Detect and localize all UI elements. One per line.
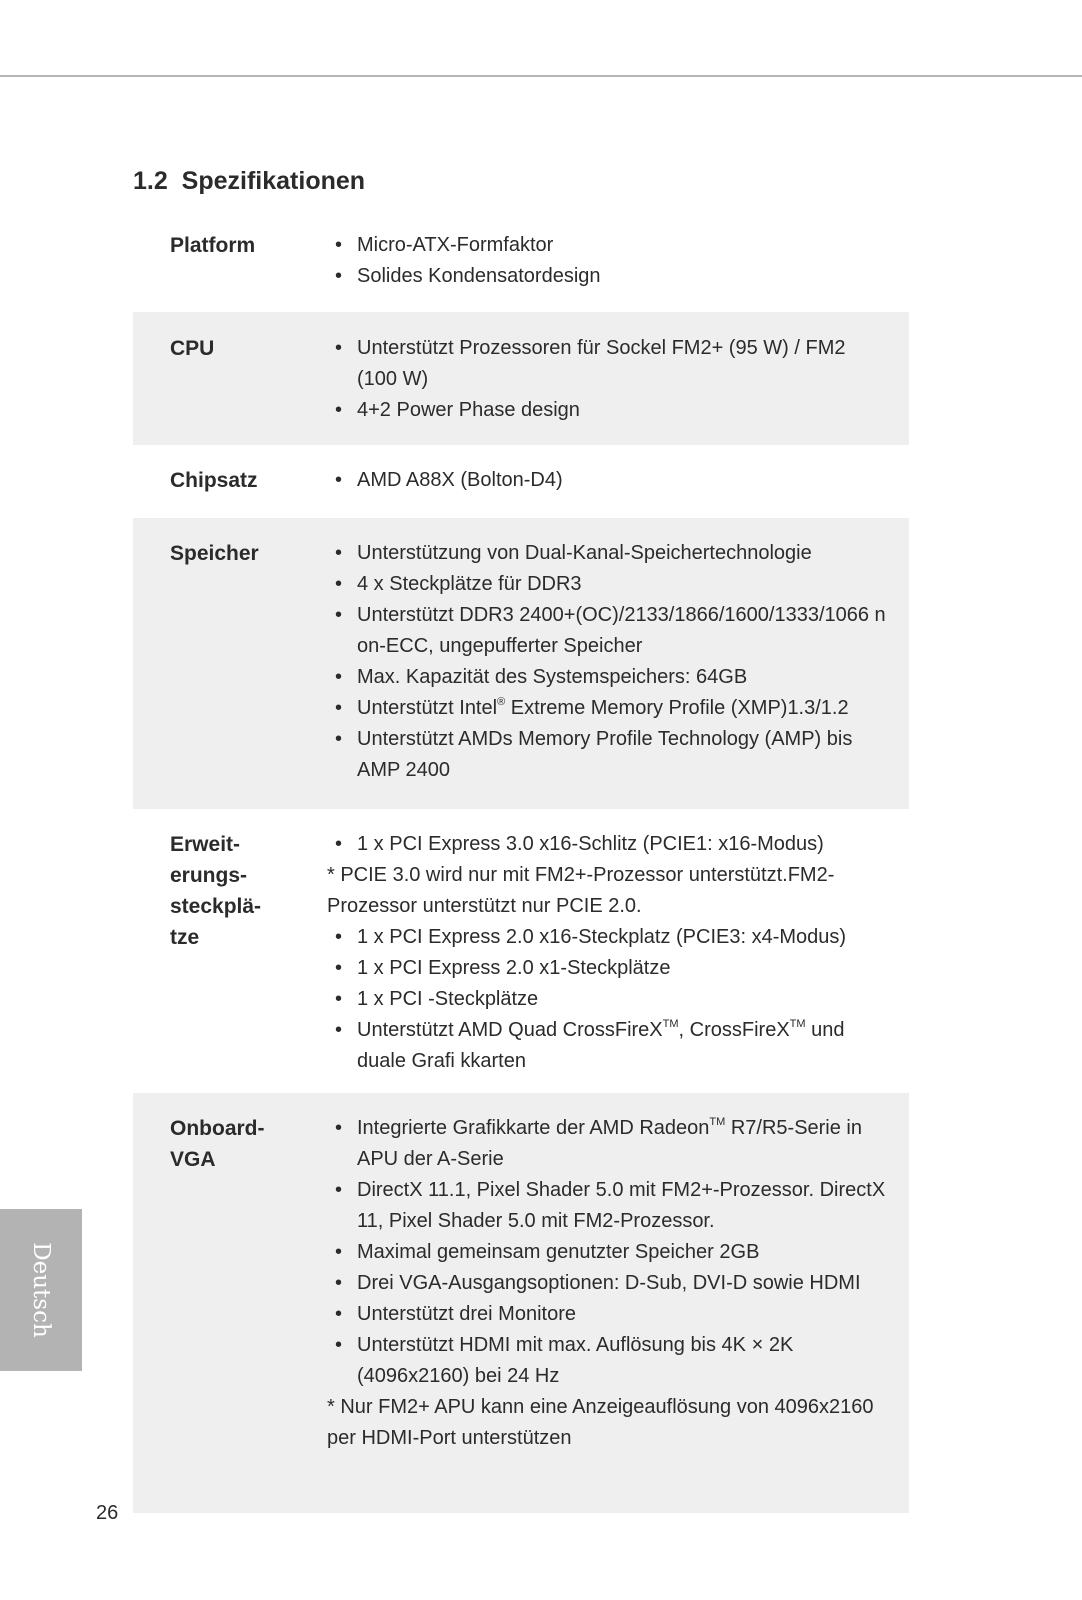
spec-item: • DirectX 11.1, Pixel Shader 5.0 mit FM2+-Prozessor. DirectX 11, Pixel Shader 5.0 mit FM2-Prozessor. — [327, 1175, 887, 1237]
spec-item: • Unterstützt HDMI mit max. Auflösung bis 4K × 2K (4096x2160) bei 24 Hz — [327, 1330, 887, 1392]
spec-table — [133, 228, 909, 1513]
spec-row-chipset — [133, 445, 909, 518]
section-title — [133, 167, 365, 196]
spec-note: * Nur FM2+ APU kann eine Anzeigeauflösung von 4096x2160 per HDMI-Port unterstützen — [327, 1396, 874, 1449]
spec-row-cpu — [133, 312, 909, 445]
spec-row-expansion — [133, 809, 909, 1093]
spec-label-cpu: CPU — [170, 337, 215, 360]
spec-item: • 1 x PCI Express 2.0 x1-Steckplätze — [327, 953, 887, 984]
spec-item: • 4 x Steckplätze für DDR3 — [327, 569, 887, 600]
spec-item: • Unterstützung von Dual-Kanal-Speichertechnologie — [327, 538, 887, 569]
spec-note: * PCIE 3.0 wird nur mit FM2+-Prozessor unterstützt.FM2-Prozessor unterstützt nur PCIE 2.0. — [327, 864, 835, 917]
section-number: 1.2 — [133, 167, 168, 195]
spec-label-chipset: Chipsatz — [170, 469, 258, 492]
header-rule — [0, 75, 1082, 77]
radeon-text: Integrierte Grafikkarte der AMD Radeon — [357, 1117, 710, 1139]
spec-row-platform — [133, 228, 909, 312]
crossfire-text-rest: und duale Grafi kkarten — [357, 1019, 845, 1072]
spec-row-vga — [133, 1093, 909, 1513]
spec-content-expansion — [290, 829, 909, 1093]
spec-content-memory — [290, 538, 909, 809]
xmp-text: Unterstützt Intel — [357, 697, 498, 719]
spec-item: • Maximal gemeinsam genutzter Speicher 2GB — [327, 1237, 887, 1268]
spec-item: • Unterstützt AMDs Memory Profile Technology (AMP) bis AMP 2400 — [327, 724, 887, 786]
spec-content-cpu — [290, 333, 909, 445]
crossfire-text-mid: , CrossFireX — [678, 1019, 790, 1041]
spec-content-platform — [290, 230, 909, 292]
spec-item: • Max. Kapazität des Systemspeichers: 64GB — [327, 662, 887, 693]
spec-label-vga: Onboard- VGA — [170, 1117, 265, 1171]
trademark-mark: TM — [789, 1018, 806, 1030]
xmp-text-rest: Extreme Memory Profile (XMP)1.3/1.2 — [505, 697, 849, 719]
language-tab-label: Deutsch — [28, 1242, 54, 1338]
trademark-mark: TM — [662, 1018, 679, 1030]
trademark-mark: TM — [709, 1116, 726, 1128]
spec-content-chipset — [290, 465, 909, 518]
spec-item: • Unterstützt DDR3 2400+(OC)/2133/1866/1600/1333/1066 non-ECC, ungepufferter Speicher — [327, 600, 887, 662]
spec-item — [327, 1015, 887, 1077]
spec-content-vga — [290, 1113, 909, 1513]
spec-item — [327, 1113, 887, 1175]
spec-item: • Unterstützt Prozessoren für Sockel FM2+ (95 W) / FM2 (100 W) — [327, 333, 887, 395]
spec-item: • 4+2 Power Phase design — [327, 395, 887, 426]
radeon-text-rest: R7/R5-Serie in APU der A-Serie — [357, 1117, 862, 1170]
spec-label-memory: Speicher — [170, 542, 259, 565]
spec-item: • Micro-ATX-Formfaktor — [327, 230, 909, 261]
spec-item — [327, 693, 887, 724]
section-title-text: Spezifikationen — [181, 167, 366, 195]
language-tab — [0, 1209, 82, 1371]
spec-item: • Drei VGA-Ausgangsoptionen: D-Sub, DVI-D sowie HDMI — [327, 1268, 887, 1299]
page-number: 26 — [96, 1502, 119, 1524]
spec-item: • Solides Kondensatordesign — [327, 261, 909, 292]
spec-label-platform: Platform — [170, 234, 256, 257]
spec-item: • 1 x PCI Express 2.0 x16-Steckplatz (PCIE3: x4-Modus) — [327, 922, 887, 953]
spec-item: • AMD A88X (Bolton-D4) — [327, 465, 909, 496]
spec-item: • 1 x PCI -Steckplätze — [327, 984, 887, 1015]
spec-label-expansion: Erweit- erungs- steckplä- tze — [170, 833, 262, 949]
crossfire-text: Unterstützt AMD Quad CrossFireX — [357, 1019, 663, 1041]
registered-mark: ® — [497, 696, 506, 708]
spec-item: • 1 x PCI Express 3.0 x16-Schlitz (PCIE1: x16-Modus) — [327, 829, 887, 860]
spec-item: • Unterstützt drei Monitore — [327, 1299, 887, 1330]
spec-row-memory — [133, 518, 909, 809]
